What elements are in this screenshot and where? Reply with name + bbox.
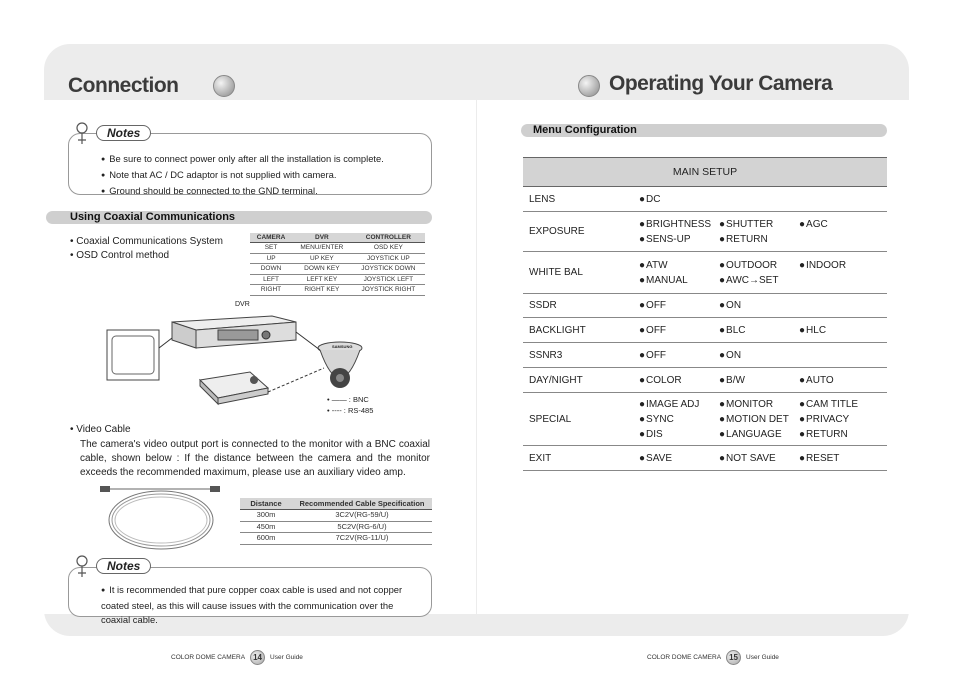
cable-spec-table	[240, 498, 432, 545]
menu-option: ● MONITOR	[719, 398, 799, 411]
menu-options	[633, 252, 887, 294]
col-header: CONTROLLER	[352, 233, 425, 243]
menu-option: ● RESET	[799, 452, 879, 465]
page-number: 14	[250, 650, 265, 665]
menu-options	[633, 368, 887, 393]
footer-product: COLOR DOME CAMERA	[171, 654, 246, 662]
menu-options	[633, 318, 887, 343]
menu-option: ● INDOOR	[799, 259, 879, 272]
table-row	[523, 187, 887, 212]
menu-key: LENS	[523, 187, 633, 212]
video-cable-title: • Video Cable	[70, 424, 131, 435]
menu-option: ● CAM TITLE	[799, 398, 879, 411]
table-row: LEFT LEFT KEY JOYSTICK LEFT	[250, 274, 425, 285]
coax-cable-icon	[98, 482, 224, 552]
menu-option: ● AUTO	[799, 374, 879, 387]
menu-option: ● LANGUAGE	[719, 428, 799, 441]
menu-option: ● NOT SAVE	[719, 452, 799, 465]
menu-key: BACKLIGHT	[523, 318, 633, 343]
notes-box-bottom	[68, 567, 432, 625]
menu-option: ● AGC	[799, 218, 879, 231]
menu-option: ● OFF	[639, 299, 719, 312]
note-pin-icon	[74, 120, 92, 146]
note-item: ● Note that AC / DC adaptor is not supplied with camera.	[101, 168, 421, 184]
note-item: ● Ground should be connected to the GND terminal.	[101, 184, 421, 200]
menu-option: ● DC	[639, 193, 719, 206]
col-header: DVR	[292, 233, 352, 243]
menu-key: WHITE BAL	[523, 252, 633, 294]
table-row	[523, 368, 887, 393]
table-row	[523, 318, 887, 343]
menu-options	[633, 446, 887, 471]
menu-options	[633, 187, 887, 212]
dvr-icon	[172, 316, 296, 348]
menu-option: ● PRIVACY	[799, 413, 879, 426]
menu-options	[633, 343, 887, 368]
table-row: 450m 5C2V(RG-6/U)	[240, 521, 432, 533]
menu-option: ● ATW	[639, 259, 719, 272]
menu-option: ● COLOR	[639, 374, 719, 387]
menu-option: ● OUTDOOR	[719, 259, 799, 272]
menu-option: ● ON	[719, 299, 799, 312]
menu-option: ● DIS	[639, 428, 719, 441]
table-row: 300m 3C2V(RG-59/U)	[240, 510, 432, 522]
menu-options	[633, 393, 887, 446]
menu-option: ● BRIGHTNESS	[639, 218, 719, 231]
menu-option: ● AWC→SET	[719, 274, 799, 287]
legend-rs485: • ---- : RS-485	[327, 406, 374, 415]
bullet-osd: • OSD Control method	[70, 250, 170, 261]
monitor-icon	[107, 330, 159, 380]
camera-brand-label: SAMSUNG	[332, 344, 353, 349]
notes-tag: Notes	[96, 558, 151, 574]
menu-option: ● OFF	[639, 349, 719, 362]
menu-options	[633, 212, 887, 252]
menu-key: SSNR3	[523, 343, 633, 368]
col-header: CAMERA	[250, 233, 292, 243]
footer-left	[171, 650, 303, 665]
menu-option: ● RETURN	[719, 233, 799, 246]
title-ball-icon	[578, 75, 600, 97]
table-row	[523, 446, 887, 471]
table-row: 600m 7C2V(RG-11/U)	[240, 533, 432, 545]
right-page-title: Operating Your Camera	[609, 72, 833, 95]
menu-option: ● SYNC	[639, 413, 719, 426]
menu-header: MAIN SETUP	[523, 158, 887, 187]
footer-right	[647, 650, 779, 665]
col-header: Recommended Cable Specification	[292, 498, 432, 510]
menu-option: ● BLC	[719, 324, 799, 337]
menu-config-table	[523, 157, 887, 471]
table-row: RIGHT RIGHT KEY JOYSTICK RIGHT	[250, 285, 425, 296]
menu-option: ● ON	[719, 349, 799, 362]
table-row	[523, 252, 887, 294]
title-ball-icon	[213, 75, 235, 97]
menu-option: ● OFF	[639, 324, 719, 337]
bullet-coaxial: • Coaxial Communications System	[70, 236, 223, 247]
menu-option: ● SENS-UP	[639, 233, 719, 246]
menu-key: EXPOSURE	[523, 212, 633, 252]
table-row: UP UP KEY JOYSTICK UP	[250, 253, 425, 264]
control-table	[250, 233, 425, 296]
menu-option: ● B/W	[719, 374, 799, 387]
dvr-label: DVR	[235, 301, 250, 308]
table-row	[523, 212, 887, 252]
note-pin-icon	[74, 553, 92, 579]
table-row	[523, 393, 887, 446]
menu-option: ● RETURN	[799, 428, 879, 441]
footer-guide: User Guide	[270, 654, 303, 662]
video-cable-text: The camera's video output port is connected to the monitor with a BNC coaxial cable, shown below : If the distance between the camera and the monitor exceeds the recommended maximum, please use an auxiliary video amp.	[80, 439, 430, 478]
menu-key: DAY/NIGHT	[523, 368, 633, 393]
section-bar-menu: Menu Configuration	[521, 124, 887, 137]
footer-product: COLOR DOME CAMERA	[647, 654, 722, 662]
note-item: ● It is recommended that pure copper coax cable is used and not copper coated steel, as this will cause issues with the communication over the coaxial cable.	[101, 583, 421, 627]
menu-option: ● IMAGE ADJ	[639, 398, 719, 411]
notes-box-top	[68, 133, 432, 195]
page-number: 15	[726, 650, 741, 665]
col-header: Distance	[240, 498, 292, 510]
menu-key: SSDR	[523, 294, 633, 318]
notes-tag: Notes	[96, 125, 151, 141]
table-row: DOWN DOWN KEY JOYSTICK DOWN	[250, 264, 425, 275]
left-page-title: Connection	[68, 74, 179, 97]
table-row: SET MENU/ENTER OSD KEY	[250, 243, 425, 254]
controller-icon	[200, 372, 268, 404]
menu-option: ● SHUTTER	[719, 218, 799, 231]
menu-key: SPECIAL	[523, 393, 633, 446]
footer-guide: User Guide	[746, 654, 779, 662]
menu-option: ● MANUAL	[639, 274, 719, 287]
legend-bnc: • —— : BNC	[327, 395, 369, 404]
menu-option: ● MOTION DET	[719, 413, 799, 426]
menu-key: EXIT	[523, 446, 633, 471]
menu-options	[633, 294, 887, 318]
menu-option: ● HLC	[799, 324, 879, 337]
menu-option: ● SAVE	[639, 452, 719, 465]
section-bar-coaxial: Using Coaxial Communications	[46, 211, 432, 224]
table-row	[523, 343, 887, 368]
note-item: ● Be sure to connect power only after all the installation is complete.	[101, 152, 421, 168]
table-row	[523, 294, 887, 318]
